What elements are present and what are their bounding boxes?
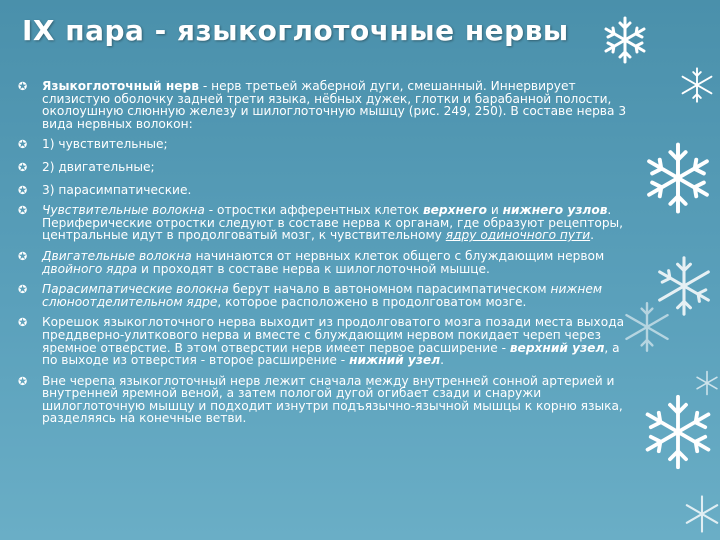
term: верхний узел xyxy=(509,340,605,355)
snowflake-icon xyxy=(638,392,718,472)
term: Парасимпатические волокна xyxy=(42,282,229,297)
item-text: 2) двигательные; xyxy=(42,159,155,174)
item-text: . xyxy=(590,228,594,243)
star-bullet-icon: ✪ xyxy=(18,249,28,263)
item-text: и xyxy=(486,203,503,218)
item-text: , которое расположено в продолговатом мозге. xyxy=(217,294,527,309)
item-text: . Периферические отростки следуют в составе нерва к органам, где образуют рецепторы, центральные идут в продолговатый мозг, к чувствительному xyxy=(42,203,624,243)
term: нижнем слюноотделительном ядре xyxy=(42,282,603,309)
item-text: Вне черепа языкоглоточный нерв лежит сначала между внутренней сонной артерией и внутренней яремной веной, а затем пологой дугой огибает сзади и снаружи шилоглоточную мышцу и подходит изнутри подъязычно-язычной мышцы к корню языка, разделяясь на конечные ветви. xyxy=(42,373,623,426)
term: Языкоглоточный нерв xyxy=(42,79,199,93)
term: ядру одиночного пути xyxy=(445,228,591,243)
item-text: и проходят в составе нерва к шилоглоточной мышце. xyxy=(137,261,490,276)
star-bullet-icon: ✪ xyxy=(18,160,28,174)
term: двойного ядра xyxy=(42,261,138,276)
star-bullet-icon: ✪ xyxy=(18,183,28,197)
list-item xyxy=(18,250,638,275)
star-bullet-icon: ✪ xyxy=(18,374,28,388)
item-text: - отростки афферентных клеток xyxy=(204,203,423,218)
snowflake-icon xyxy=(640,140,716,216)
term: нижний узел xyxy=(349,353,441,368)
item-text: берут начало в автономном парасимпатическом xyxy=(228,282,551,297)
star-bullet-icon: ✪ xyxy=(18,204,28,218)
term: Чувствительные волокна xyxy=(42,203,205,218)
term: верхнего xyxy=(422,203,487,218)
snowflake-icon xyxy=(682,494,720,534)
star-bullet-icon: ✪ xyxy=(18,316,28,330)
item-text: 1) чувствительные; xyxy=(42,137,168,152)
list-item xyxy=(18,161,638,174)
star-bullet-icon: ✪ xyxy=(18,283,28,297)
item-text: начинаются от нервных клеток общего с блуждающим нервом xyxy=(191,248,605,263)
list-item xyxy=(18,316,638,366)
item-text: Корешок языкоглоточного нерва выходит из продолговатого мозга позади места выхода преддверно-улиткового нерва и вместе с блуждающим нервом покидает череп через яремное отверстие. В этом отверстии нерв имеет первое расширение - xyxy=(42,315,625,355)
snowflake-icon xyxy=(694,370,720,396)
star-bullet-icon: ✪ xyxy=(18,80,28,93)
item-text: . xyxy=(440,353,445,368)
list-item xyxy=(18,138,638,151)
term: Двигательные волокна xyxy=(42,248,192,263)
list-item xyxy=(18,204,638,242)
list-item xyxy=(18,283,638,308)
item-text: - нерв третьей жаберной дуги, смешанный. Иннервирует слизистую оболочку задней трети языка, нёбных дужек, глотки и барабанной полости, околоушную слюнную железу и шилоглоточную мышцу (рис. 249, 250). В составе нерва 3 вида нервных волокон: xyxy=(42,79,627,131)
slide-title: IX пара - языкоглоточные нервы xyxy=(22,14,569,47)
term: нижнего узлов xyxy=(502,203,608,218)
item-text: , а по выходе из отверстия - второе расширение - xyxy=(42,340,620,368)
list-item xyxy=(18,80,638,130)
snowflake-icon xyxy=(678,66,716,104)
star-bullet-icon: ✪ xyxy=(18,138,28,152)
list-item xyxy=(18,184,638,197)
item-text: 3) парасимпатические. xyxy=(42,182,192,197)
bullet-list xyxy=(18,80,638,425)
list-item xyxy=(18,375,638,425)
